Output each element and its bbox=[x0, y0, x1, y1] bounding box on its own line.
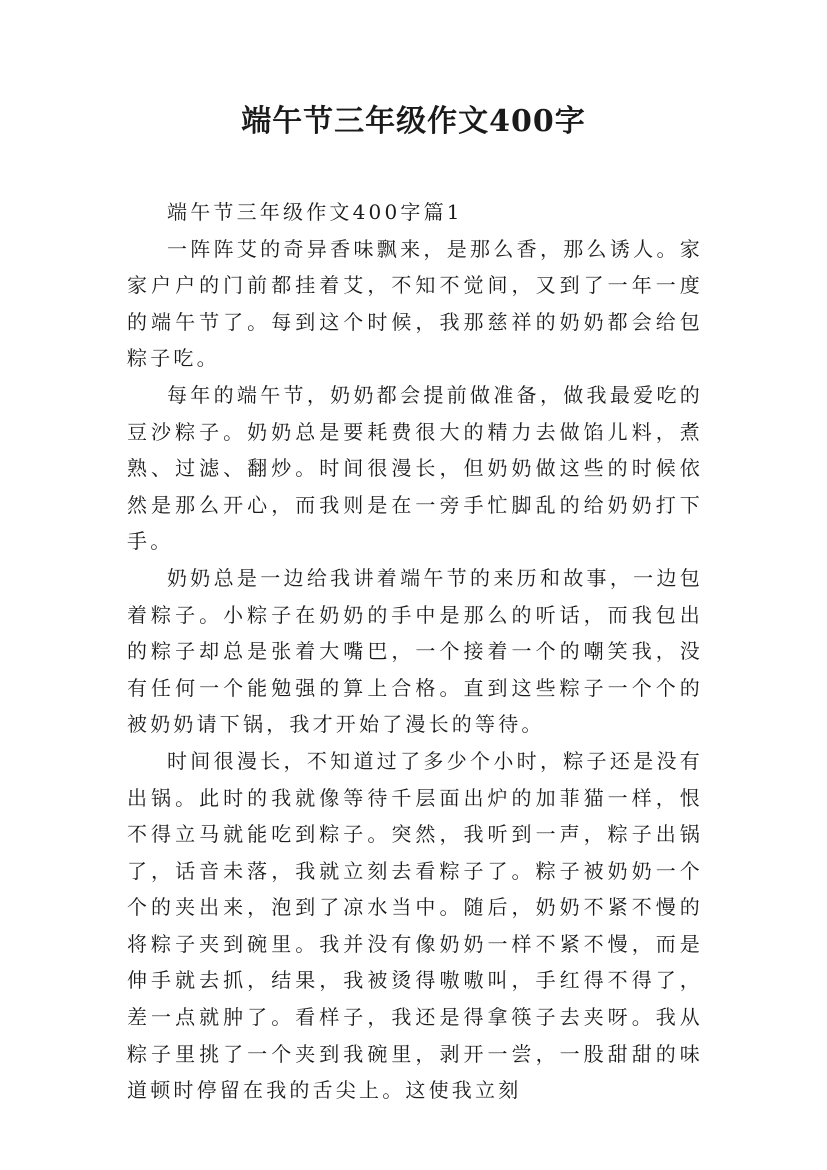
paragraph-2: 每年的端午节，奶奶都会提前做准备，做我最爱吃的豆沙粽子。奶奶总是要耗费很大的精力去做馅儿料，煮熟、过滤、翻炒。时间很漫长，但奶奶做这些的时候依然是那么开心，而我则是在一旁手忙脚乱的给奶奶打下手。 bbox=[127, 382, 703, 554]
paragraph-4: 时间很漫长，不知道过了多少个小时，粽子还是没有出锅。此时的我就像等待千层面出炉的加菲猫一样，恨不得立马就能吃到粽子。突然，我听到一声，粽子出锅了，话音未落，我就立刻去看粽子了。粽子被奶奶一个个的夹出来，泡到了凉水当中。随后，奶奶不紧不慢的将粽子夹到碗里。我并没有像奶奶一样不紧不慢，而是伸手就去抓，结果，我被烫得嗷嗷叫，手红得不得了，差一点就肿了。看样子，我还是得拿筷子去夹呀。我从粽子里挑了一个夹到我碗里，剥开一尝，一股甜甜的味道顿时停留在我的舌尖上。这使我立刻 bbox=[127, 748, 703, 1103]
section-heading: 端午节三年级作文400字篇1 bbox=[167, 200, 463, 224]
paragraph-3: 奶奶总是一边给我讲着端午节的来历和故事，一边包着粽子。小粽子在奶奶的手中是那么的听话，而我包出的粽子却总是张着大嘴巴，一个接着一个的嘲笑我，没有任何一个能勉强的算上合格。直到这些粽子一个个的被奶奶请下锅，我才开始了漫长的等待。 bbox=[127, 565, 703, 737]
document-title: 端午节三年级作文400字 bbox=[241, 104, 586, 139]
document-body bbox=[127, 194, 703, 1109]
paragraph-1: 一阵阵艾的奇异香味飘来，是那么香，那么诱人。家家户户的门前都挂着艾，不知不觉间，又到了一年一度的端午节了。每到这个时候，我那慈祥的奶奶都会给包粽子吃。 bbox=[127, 236, 703, 371]
